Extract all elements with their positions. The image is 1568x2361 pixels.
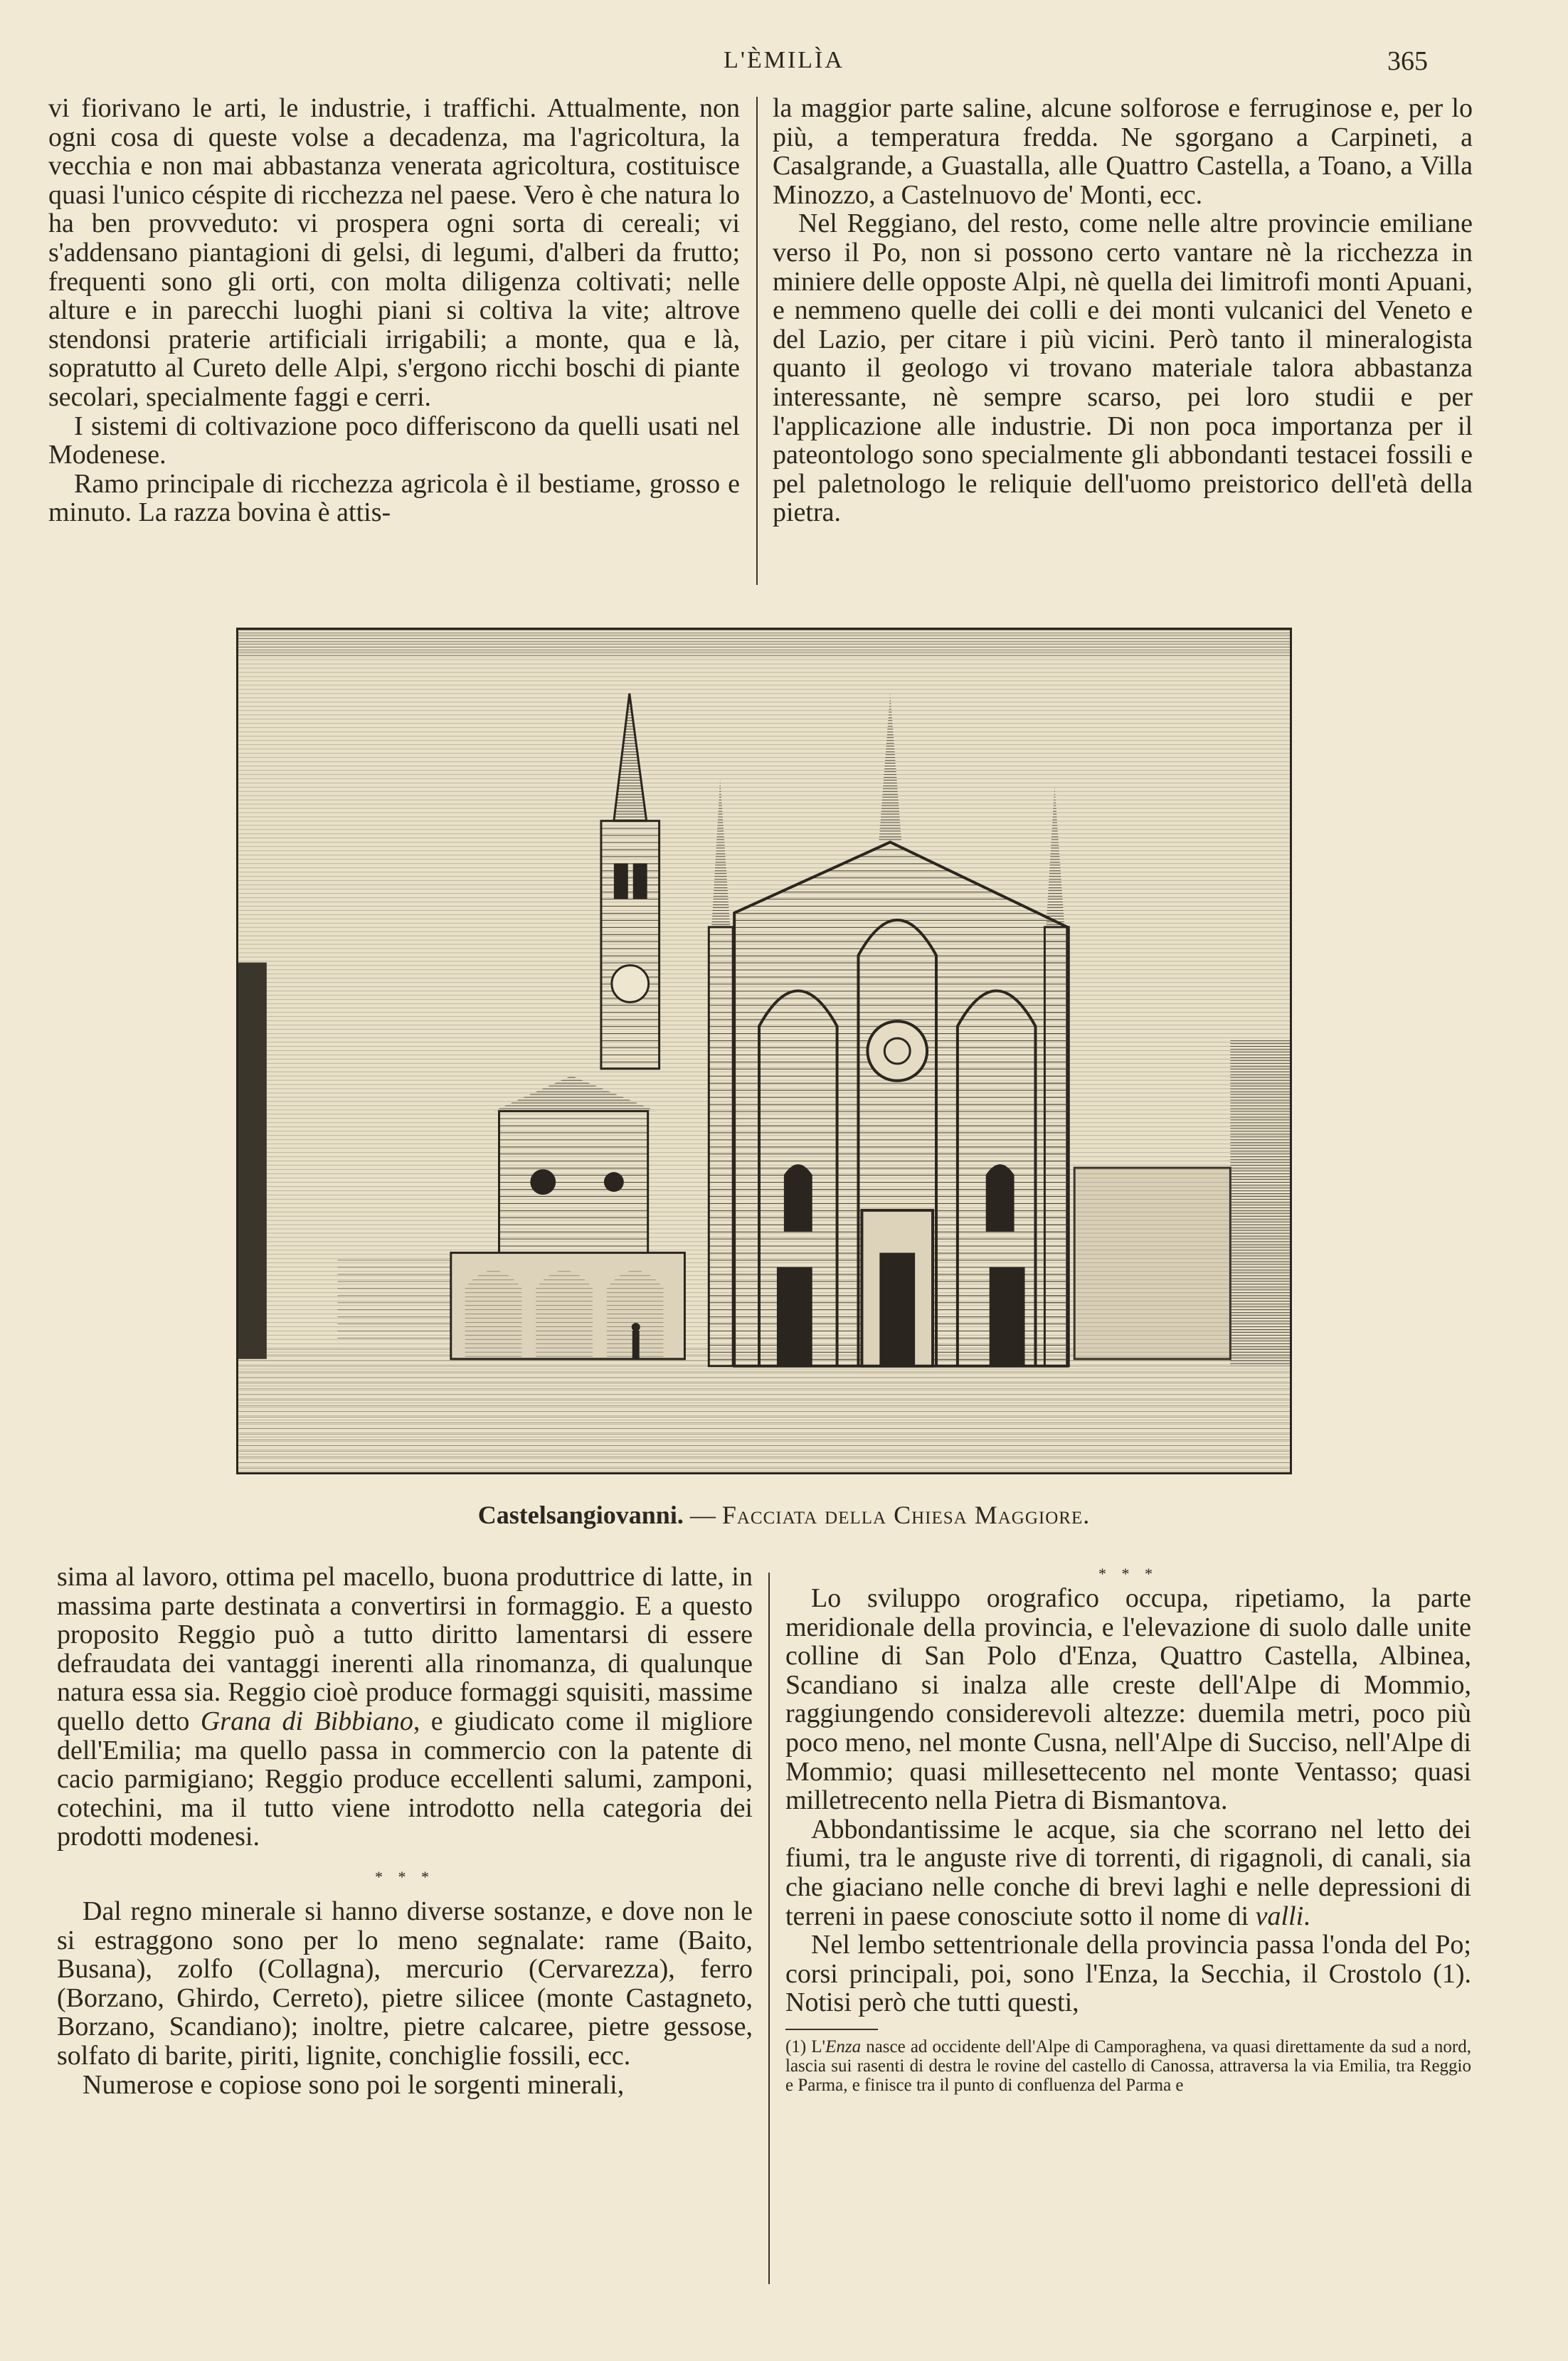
emphasis: valli [1255, 1901, 1304, 1931]
text-run: sima al lavoro, ottima pel macello, buona produttrice di latte, in massima parte destinata a convertirsi in formaggio. E a questo proposito Reggio può a tutto diritto lamentarsi di essere defraudata dei vantaggi inerenti alla rinomanza, di qualunque natura essa sia. Reggio cioè produce formaggi squisiti, massime quello detto [57, 1562, 753, 1736]
figure-caption [0, 1500, 1568, 1530]
paragraph [785, 1815, 1471, 1930]
column-top-left [48, 94, 740, 527]
asterism: * * * [375, 1867, 435, 1886]
footnote-text: nasce ad occidente dell'Alpe di Camporaghena, va quasi direttamente da sud a nord, lascia sui rasenti di destra le rovine del castello di Canossa, attraversa la via Emilia, tra Reggio e Parma, e finisce tra il punto di confluenza del Parma e [785, 2037, 1471, 2095]
emphasis: Enza [825, 2037, 862, 2056]
paragraph: Dal regno minerale si hanno diverse sostanze, e dove non le si estraggono sono per lo meno segnalate: rame (Baito, Busana), zolfo (Collagna), mercurio (Cervarezza), ferro (Borzano, Ghirdo, Cerreto), pietre silicee (monte Castagneto, Borzano, Scandiano); inoltre, pietre calcaree, pietre gessose, solfato di barite, piriti, lignite, conchiglie fossili, ecc. [57, 1896, 753, 2071]
caption-dash: — [683, 1501, 722, 1529]
column-bottom-left [57, 1563, 753, 2099]
page-number: 365 [1387, 46, 1428, 76]
footnote-mark: (1) L' [785, 2037, 826, 2056]
footnote [785, 2037, 1471, 2095]
column-top-right [773, 94, 1473, 527]
column-divider [768, 1573, 770, 2284]
paragraph: Lo sviluppo orografico occupa, ripetiamo, la parte meridionale della provincia, e l'elevazione di suolo dalle unite colline di San Polo d'Enza, Quattro Castella, Albinea, Scandiano si inalza alle creste dell'Alpe di Mommio, raggiungendo considerevoli altezze: duemila metri, poco più poco meno, nel monte Cusna, nell'Alpe di Succiso, nell'Alpe di Mommio; quasi millesettecento nel monte Ventasso; quasi milletrecento nella Pietra di Bismantova. [785, 1583, 1471, 1816]
paragraph: I sistemi di coltivazione poco differiscono da quelli usati nel Modenese. [48, 411, 740, 470]
column-divider [756, 97, 758, 585]
paragraph: la maggior parte saline, alcune solforose e ferruginose e, per lo più, a temperatura fredda. Ne sgorgano a Carpineti, a Casalgrande, a Guastalla, alle Quattro Castella, a Toano, a Villa Minozzo, a Castelnuovo de' Monti, ecc. [773, 93, 1473, 210]
caption-description: Facciata della Chiesa Maggiore. [721, 1501, 1091, 1529]
paragraph: Numerose e copiose sono poi le sorgenti minerali, [83, 2069, 625, 2100]
footnote-rule [785, 2029, 878, 2030]
text-run: , e giudicato come il migliore dell'Emilia; ma quello passa in commercio con la patente di cacio parmigiano; Reggio produce eccellenti salumi, zamponi, cotechini, ma il tutto viene introdotto nella categoria dei prodotti modenesi. [57, 1706, 753, 1852]
church-engraving [236, 628, 1292, 1474]
text-run: Abbondantissime le acque, sia che scorrano nel letto dei fiumi, tra le anguste rive di torrenti, di rigagnoli, di canali, sia che giaciano nelle conche di brevi laghi e nelle depressioni di terreni in paese conosciute sotto il nome di [785, 1814, 1471, 1931]
text-run: . [1303, 1901, 1310, 1931]
paragraph: Nel Reggiano, del resto, come nelle altre provincie emiliane verso il Po, non si possono certo vantare nè la ricchezza in miniere delle opposte Alpi, nè quella dei limitrofi monti Apuani, e nemmeno quelle dei colli e dei monti vulcanici del Veneto e del Lazio, per citare i più vicini. Però tanto il mineralogista quanto il geologo vi trovano materiale talora abbastanza interessante, nè sempre scarso, pei loro studii e per l'applicazione alle industrie. Di non poca importanza per il pateontologo sono specialmente gli abbondanti testacei fossili e pel paletnologo le reliquie dell'uomo preistorico dell'età della pietra. [773, 208, 1473, 528]
paragraph: Nel lembo settentrionale della provincia passa l'onda del Po; corsi principali, poi, sono l'Enza, la Secchia, il Crostolo (1). Notisi però che tutti questi, [785, 1930, 1471, 2018]
paragraph [57, 1563, 753, 1852]
paragraph: Ramo principale di ricchezza agricola è il bestiame, grosso e minuto. La razza bovina è attis- [48, 468, 740, 528]
running-title: L'ÈMILÌA [724, 47, 844, 73]
emphasis: Grana di Bibbiano [200, 1706, 413, 1736]
paragraph: vi fiorivano le arti, le industrie, i traffichi. Attualmente, non ogni cosa di queste volse a decadenza, ma l'agricoltura, la vecchia e non mai abbastanza venerata agricoltura, costituisce quasi l'unico céspite di ricchezza nel paese. Vero è che natura lo ha ben provveduto: vi prospera ogni sorta di cereali; vi s'addensano piantagioni di gelsi, di legumi, d'alberi da frutto; frequenti sono gli orti, con molta diligenza coltivati; nelle alture e in parecchi luoghi piani si coltiva la vite; altrove stendonsi praterie artificiali irrigabili; a monte, qua e là, sopratutto al Cureto delle Alpi, s'ergono ricchi boschi di piante secolari, specialmente faggi e cerri. [48, 93, 740, 412]
church-illustration [238, 630, 1290, 1472]
asterism: * * * [1098, 1565, 1158, 1583]
column-bottom-right [785, 1565, 1471, 2095]
caption-place: Castelsangiovanni. [477, 1501, 684, 1529]
